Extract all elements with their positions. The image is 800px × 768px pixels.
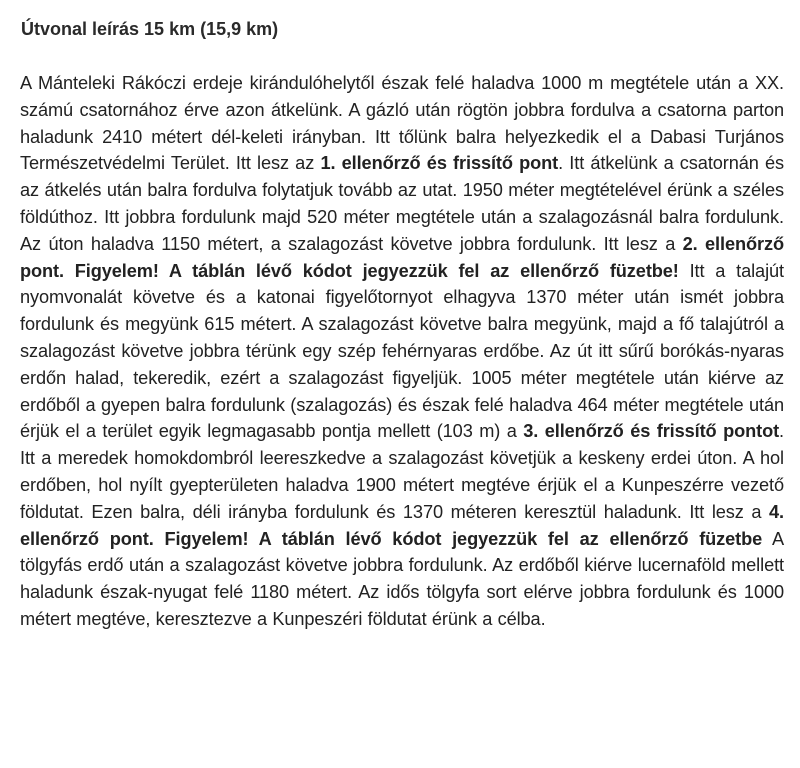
route-text-3: Itt a talajút nyomvonalát követve és a katonai figyelőtornyot elhagyva 1370 méter után ismét jobbra fordulunk és megyünk 615 métert. A szalagozást követve balra megyünk, majd a fő talajútról a szalagozást követve jobbra térünk egy szép fehérnyaras erdőbe. Az út itt sűrű borókás-nyaras erdőn halad, tekeredik, ezért a szalagozást figyeljük. 1005 méter megtétele után kiérve az erdőből a gyepen balra fordulunk (szalagozás) és észak felé haladva 464 méter megtétele után érjük el a terület egyik legmagasabb pontja mellett (103 m) a <box>20 260 784 442</box>
checkpoint-1-label: 1. ellenőrző és frissítő pont <box>320 153 559 174</box>
route-text-1: A Mánteleki Rákóczi erdeje kirándulóhelytől észak felé haladva 1000 m megtétele után a XX. számú csatornához érve azon átkelünk. A gázló után rögtön jobbra fordulva a csatorna parton haladunk 2410 métert dél-keleti irányban. Itt tőlünk balra helyezkedik el a Dabasi Turjános Természetvédelmi Terület. Itt lesz az <box>20 73 784 174</box>
checkpoint-4-label: 4. ellenőrző pont. Figyelem! A táblán lévő kódot jegyezzük fel az ellenőrző füzetbe <box>20 501 784 549</box>
checkpoint-2-label: 2. ellenőrző pont. Figyelem! A táblán lévő kódot jegyezzük fel az ellenőrző füzetbe! <box>20 233 784 281</box>
document-page <box>20 15 784 633</box>
route-description <box>20 70 784 633</box>
route-text-2: . Itt átkelünk a csatornán és az átkelés után balra fordulva folytatjuk tovább az utat. 1950 méter megtételével érünk a széles földúthoz. Itt jobbra fordulunk majd 520 méter megtétele után a szalagozásnál balra fordulunk. Az úton haladva 1150 métert, a szalagozást követve jobbra fordulunk. Itt lesz a <box>20 153 785 254</box>
document-title: Útvonal leírás 15 km (15,9 km) <box>21 19 279 39</box>
route-text-5: A tölgyfás erdő után a szalagozást követve jobbra fordulunk. Az erdőből kiérve lucernaföld mellett haladunk észak-nyugat felé 1180 métert. Az idős tölgyfa sort elérve jobbra fordulunk és 1000 métert megtéve, keresztezve a Kunpeszéri földutat érünk a célba. <box>20 528 784 629</box>
route-text-4: . Itt a meredek homokdombról leereszkedve a szalagozást követjük a keskeny erdei úton. A hol erdőben, hol nyílt gyepterületen haladva 1900 métert megtéve érjük el a Kunpeszérre vezető földutat. Ezen balra, déli irányba fordulunk és 1370 méteren keresztül haladunk. Itt lesz a <box>20 421 784 522</box>
checkpoint-3-label: 3. ellenőrző és frissítő pontot <box>523 421 780 442</box>
